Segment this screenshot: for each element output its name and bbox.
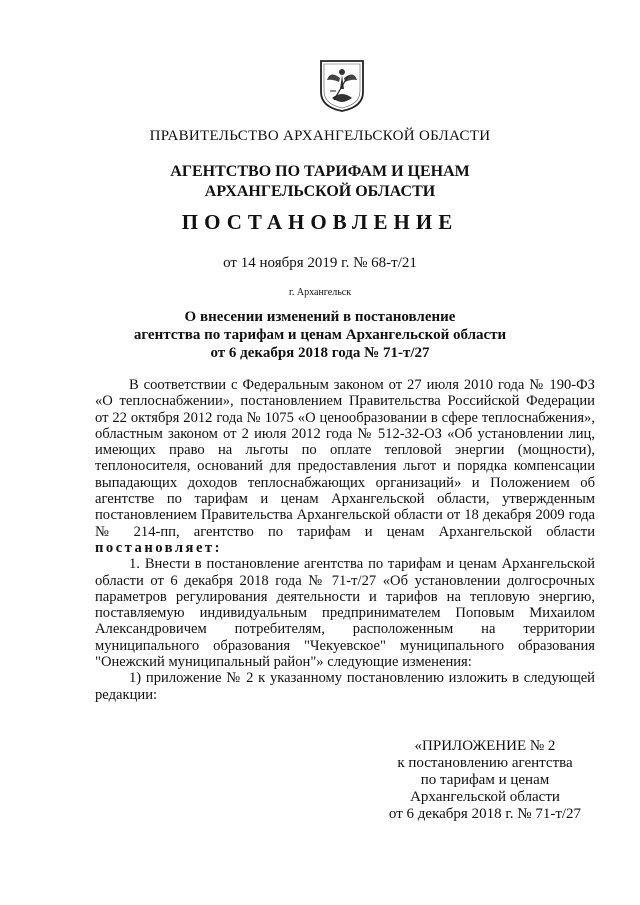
item-1-1-paragraph: 1) приложение № 2 к указанному постановлению изложить в следующей редакции:: [95, 670, 595, 703]
preamble-paragraph: [95, 377, 595, 556]
item-1-paragraph: 1. Внести в постановление агентства по тарифам и ценам Архангельской области от 6 декабря 2018 года № 71-т/27 «Об установлении долгосрочных параметров регулирования деятельности и тарифов на тепловую энергию, поставляемую индивидуальным предпринимателем Поповым Михаилом Александровичем потребителям, расположенным на территории муниципального образования "Чекуевское" муниципального образования "Онежский муниципальный район"» следующие изменения:: [95, 556, 595, 671]
subject-line2: агентства по тарифам и ценам Архангельской области: [133, 327, 507, 343]
document-body: [95, 377, 595, 703]
agency-name: [0, 162, 640, 202]
appendix-line3: по тарифам и ценам: [420, 772, 550, 788]
agency-name-line2: АРХАНГЕЛЬСКОЙ ОБЛАСТИ: [204, 183, 436, 200]
decree-word: постановляет:: [95, 539, 222, 556]
appendix-line2: к постановлению агентства: [397, 755, 573, 771]
appendix-line4: Архангельской области: [410, 789, 560, 805]
preamble-text: В соответствии с Федеральным законом от 27 июля 2010 года № 190-ФЗ «О теплоснабжении», постановлением Правительства Российской Федерации от 22 октября 2012 года № 1075 «О ценообразовании в сфере теплоснабжения», областным законом от 2 июля 2012 года № 512-32-ОЗ «Об установлении лиц, имеющих право на льготы по оплате тепловой энергии (мощности), теплоносителя, оснований для предоставления льгот и порядка компенсации выпадающих доходов теплоснабжающих организаций» и Положением об агентстве по тарифам и ценам Архангельской области, утвержденным постановлением Правительства Архангельской области от 18 декабря 2009 года № 214-пп, агентство по тарифам и ценам Архангельской области: [95, 377, 595, 540]
appendix-header: [360, 738, 610, 823]
city: г. Архангельск: [288, 287, 352, 298]
coat-of-arms-icon: [318, 58, 366, 112]
subject-line3: от 6 декабря 2018 года № 71-т/27: [210, 345, 430, 361]
document-type: ПОСТАНОВЛЕНИЕ: [181, 210, 459, 234]
government-name: ПРАВИТЕЛЬСТВО АРХАНГЕЛЬСКОЙ ОБЛАСТИ: [149, 128, 491, 144]
subject-line1: О внесении изменений в постановление: [184, 309, 456, 325]
date-number: от 14 ноября 2019 г. № 68-т/21: [223, 255, 417, 271]
agency-name-line1: АГЕНТСТВО ПО ТАРИФАМ И ЦЕНАМ: [170, 163, 470, 180]
document-subject: [0, 308, 640, 362]
appendix-line1: «ПРИЛОЖЕНИЕ № 2: [414, 738, 556, 754]
appendix-line5: от 6 декабря 2018 г. № 71-т/27: [388, 806, 582, 822]
